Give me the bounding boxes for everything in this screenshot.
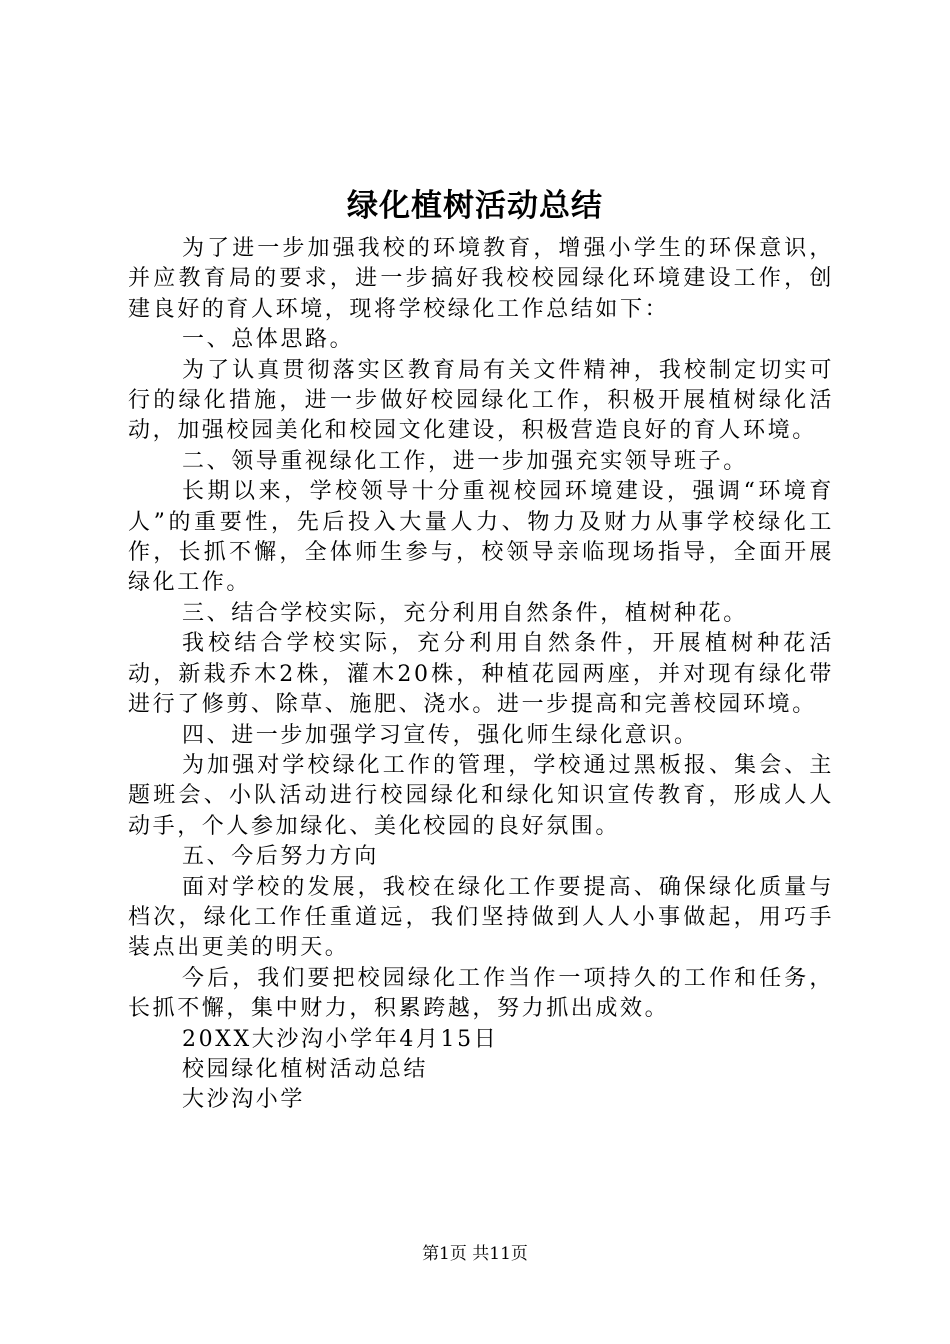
- document-title: 绿化植树活动总结: [347, 188, 603, 224]
- closing-paragraph: 今后，我们要把校园绿化工作当作一项持久的工作和任务，长抓不懈，集中财力，积累跨越，努力抓出成效。: [128, 965, 834, 1022]
- document-body: [128, 234, 834, 1116]
- section-heading-5: 五、今后努力方向: [182, 844, 379, 870]
- section-heading-2: 二、领导重视绿化工作，进一步加强充实领导班子。: [182, 448, 748, 474]
- section-heading-4: 四、进一步加强学习宣传，强化师生绿化意识。: [182, 722, 699, 748]
- section-paragraph-5: 面对学校的发展，我校在绿化工作要提高、确保绿化质量与档次，绿化工作任重道远，我们坚持做到人人小事做起，用巧手装点出更美的明天。: [128, 874, 834, 961]
- section-paragraph-2: 长期以来，学校领导十分重视校园环境建设，强调“环境育人”的重要性，先后投入大量人力、物力及财力从事学校绿化工作，长抓不懈，全体师生参与，校领导亲临现场指导，全面开展绿化工作。: [128, 479, 834, 596]
- signoff-date: 20XX大沙沟小学年4月15日: [182, 1026, 499, 1052]
- section-paragraph-4: 为加强对学校绿化工作的管理，学校通过黑板报、集会、主题班会、小队活动进行校园绿化和绿化知识宣传教育，形成人人动手，个人参加绿化、美化校园的良好氛围。: [128, 752, 834, 839]
- section-paragraph-3: 我校结合学校实际，充分利用自然条件，开展植树种花活动，新栽乔木2株，灌木20株，种植花园两座，并对现有绿化带进行了修剪、除草、施肥、浇水。进一步提高和完善校园环境。: [128, 631, 834, 718]
- intro-paragraph: 为了进一步加强我校的环境教育，增强小学生的环保意识，并应教育局的要求，进一步搞好我校校园绿化环境建设工作，创建良好的育人环境，现将学校绿化工作总结如下：: [128, 236, 834, 322]
- page-footer: 第1页 共11页: [422, 1244, 528, 1264]
- section-heading-3: 三、结合学校实际，充分利用自然条件，植树种花。: [182, 600, 748, 626]
- signoff-title: 校园绿化植树活动总结: [182, 1056, 429, 1082]
- section-heading-1: 一、总体思路。: [182, 327, 355, 353]
- signoff-school: 大沙沟小学: [182, 1087, 306, 1113]
- section-paragraph-1: 为了认真贯彻落实区教育局有关文件精神，我校制定切实可行的绿化措施，进一步做好校园绿化工作，积极开展植树绿化活动，加强校园美化和校园文化建设，积极营造良好的育人环境。: [128, 357, 834, 444]
